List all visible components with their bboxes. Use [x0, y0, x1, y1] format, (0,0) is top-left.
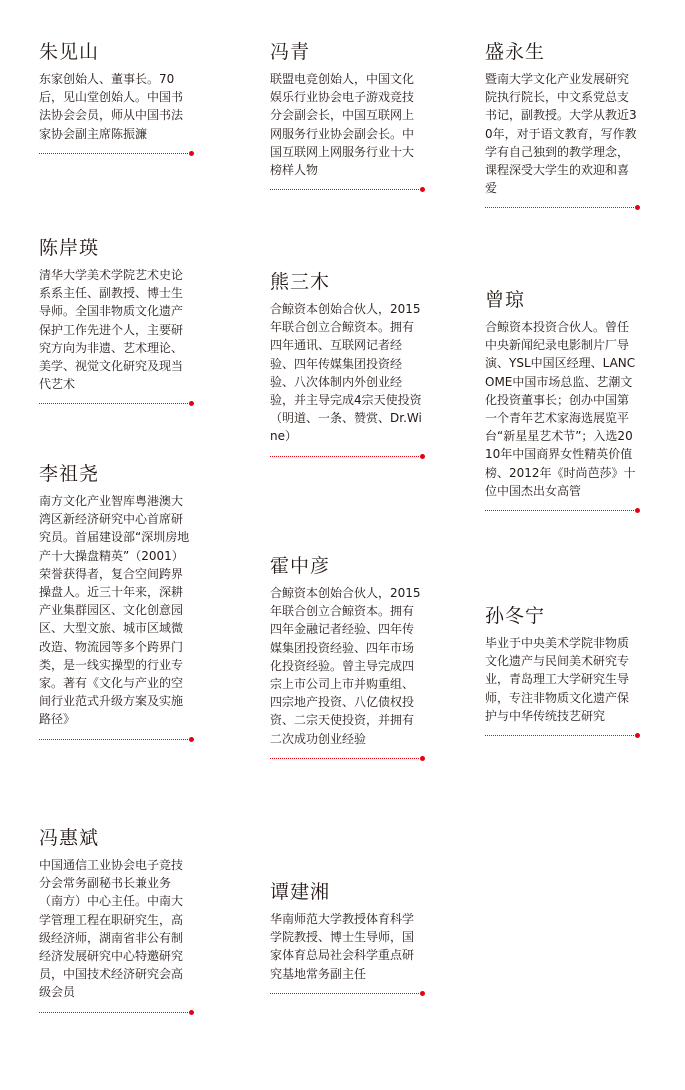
profile-card: [270, 880, 425, 997]
red-dot-icon: [635, 733, 640, 738]
person-bio: 合鲸资本创始合伙人，2015年联合创立合鲸资本。拥有四年通讯、互联网记者经验、四年传媒集团投资经验、八次体制内外创业经验，并主导完成4宗天使投资（明道、一条、赞赏、Dr.Wine）: [270, 302, 422, 444]
person-bio: 毕业于中央美术学院非物质文化遗产与民间美术研究专业，青岛理工大学研究生导师，专注非物质文化遗产保护与中华传统技艺研究: [485, 636, 630, 723]
person-name: 冯惠斌: [39, 827, 100, 849]
person-bio: 合鲸资本投资合伙人。曾任中央新闻纪录电影制片厂导演、YSL中国区经理、LANCOME中国市场总监、艺潮文化投资董事长；创办中国第一个青年艺术家海选展览平台“新星星艺术节”；入选2010年中国商界女性精英价值榜、2012年《时尚芭莎》十位中国杰出女高管: [485, 320, 636, 498]
profile-card: [39, 462, 194, 743]
red-dot-icon: [189, 1010, 194, 1015]
person-name: 陈岸瑛: [39, 237, 100, 259]
red-dot-icon: [189, 151, 194, 156]
profile-card: [270, 270, 425, 460]
person-bio: 东家创始人、董事长。70后，见山堂创始人。中国书法协会会员，师从中国书法家协会副主席陈振濂: [39, 72, 184, 141]
profile-card: [39, 826, 194, 1016]
dotted-divider: [270, 187, 425, 193]
red-dot-icon: [635, 508, 640, 513]
dotted-divider: [270, 991, 425, 997]
person-name: 李祖尧: [39, 463, 100, 485]
dotted-divider: [39, 401, 194, 407]
person-bio: 华南师范大学教授体育科学学院教授、博士生导师，国家体育总局社会科学重点研究基地常务副主任: [270, 912, 415, 981]
person-bio: 清华大学美术学院艺术史论系系主任、副教授、博士生导师。全国非物质文化遗产保护工作先进个人，主要研究方向为非遗、艺术理论、美学、视觉文化研究及现当代艺术: [39, 268, 184, 392]
dotted-divider: [270, 454, 425, 460]
red-dot-icon: [189, 737, 194, 742]
person-name: 孙冬宁: [485, 605, 546, 627]
person-bio: 联盟电竞创始人，中国文化娱乐行业协会电子游戏竞技分会副会长，中国互联网上网服务行业协会副会长。中国互联网上网服务行业十大榜样人物: [270, 72, 415, 178]
profile-card: [270, 40, 425, 193]
profile-card: [485, 40, 640, 211]
red-dot-icon: [420, 187, 425, 192]
dotted-divider: [485, 205, 640, 211]
dotted-divider: [39, 151, 194, 157]
red-dot-icon: [420, 454, 425, 459]
person-name: 熊三木: [270, 271, 331, 293]
dotted-divider: [39, 1010, 194, 1016]
person-name: 盛永生: [485, 41, 546, 63]
profile-card: [39, 40, 194, 157]
red-dot-icon: [420, 991, 425, 996]
person-name: 曾琼: [485, 289, 526, 311]
dotted-divider: [270, 756, 425, 762]
dotted-divider: [485, 508, 640, 514]
profile-card: [485, 604, 640, 739]
red-dot-icon: [420, 756, 425, 761]
dotted-divider: [485, 733, 640, 739]
profile-card: [485, 288, 640, 514]
person-bio: 中国通信工业协会电子竞技分会常务副秘书长兼业务（南方）中心主任。中南大学管理工程在职研究生，高级经济师，湖南省非公有制经济发展研究中心特邀研究员，中国技术经济研究会高级会员: [39, 858, 184, 1000]
red-dot-icon: [635, 205, 640, 210]
person-name: 朱见山: [39, 41, 100, 63]
person-name: 谭建湘: [270, 881, 331, 903]
person-name: 冯青: [270, 41, 311, 63]
person-name: 霍中彦: [270, 555, 331, 577]
person-bio: 南方文化产业智库粤港澳大湾区新经济研究中心首席研究员。首届建设部“深圳房地产十大操盘精英”（2001）荣誉获得者，复合空间跨界操盘人。近三十年来，深耕产业集群园区、文化创意园区、大型文旅、城市区域微改造、物流园等多个跨界门类，是一线实操型的行业专家。著有《文化与产业的空间行业范式升级方案及实施路径》: [39, 494, 190, 727]
red-dot-icon: [189, 401, 194, 406]
dotted-divider: [39, 737, 194, 743]
profile-card: [39, 236, 194, 407]
profile-card: [270, 554, 425, 762]
person-bio: 暨南大学文化产业发展研究院执行院长，中文系党总支书记，副教授。大学从教近30年，对于语文教育，写作教学有自己独到的教学理念，课程深受大学生的欢迎和喜爱: [485, 72, 637, 196]
person-bio: 合鲸资本创始合伙人，2015年联合创立合鲸资本。拥有四年金融记者经验、四年传媒集团投资经验、四年市场化投资经验。曾主导完成四宗上市公司上市并购重组、四宗地产投资、八亿债权投资、二宗天使投资，并拥有二次成功创业经验: [270, 586, 421, 746]
